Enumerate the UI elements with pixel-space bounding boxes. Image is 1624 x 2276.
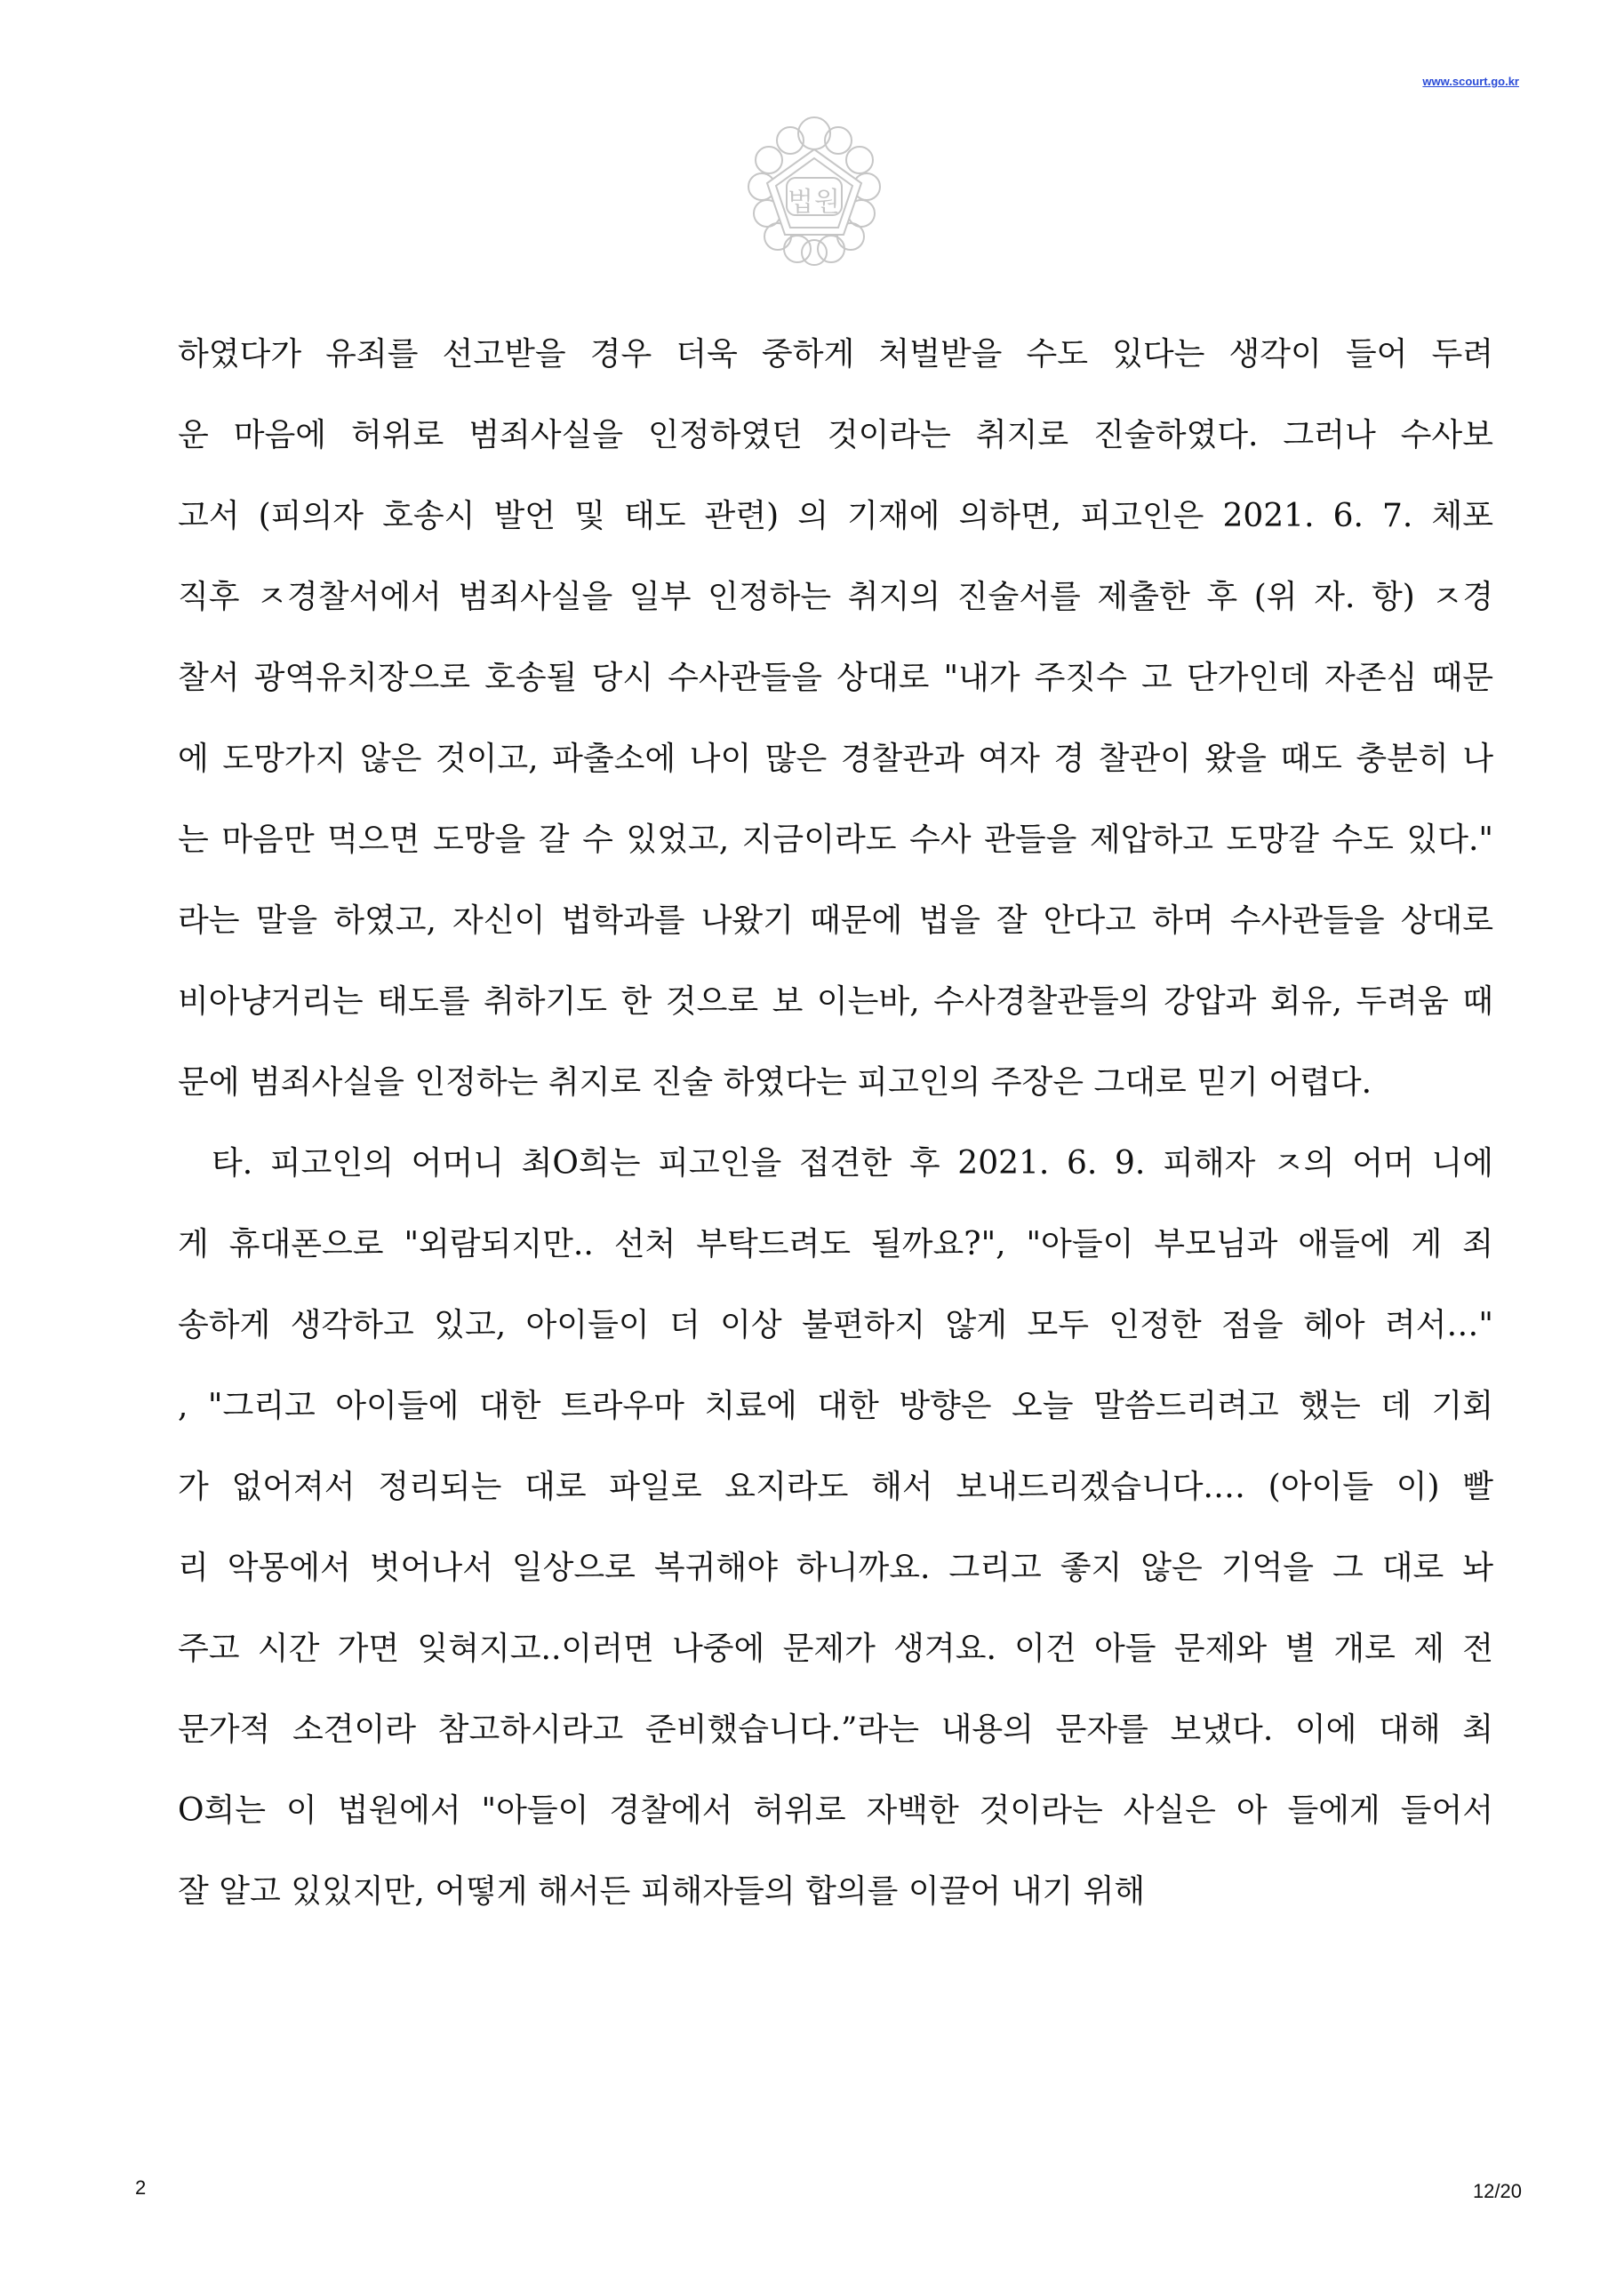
site-link[interactable]: www.scourt.go.kr: [1422, 75, 1519, 88]
body-line: 문에 범죄사실을 인정하는 취지로 진술 하였다는 피고인의 주장은 그대로 믿기 어렵다.: [178, 1064, 1372, 1101]
body-line: 타. 피고인의 어머니 최O희는 피고인을 접견한 후 2021. 6. 9. 피해자 ㅈ의 어머 니에: [212, 1145, 1493, 1182]
body-line: 라는 말을 하였고, 자신이 법학과를 나왔기 때문에 법을 잘 안다고 하며 수사관들을 상대로: [178, 902, 1493, 939]
body-line: 운 마음에 허위로 범죄사실을 인정하였던 것이라는 취지로 진술하였다. 그러나 수사보: [178, 417, 1493, 453]
body-line: , "그리고 아이들에 대한 트라우마 치료에 대한 방향은 오늘 말씀드리려고 했는 데 기회: [178, 1388, 1493, 1424]
body-line: 리 악몽에서 벗어나서 일상으로 복귀해야 하니까요. 그리고 좋지 않은 기억을 그 대로 놔: [178, 1550, 1493, 1586]
body-line: 는 마음만 먹으면 도망을 갈 수 있었고, 지금이라도 수사 관들을 제압하고 도망갈 수도 있다.": [178, 821, 1493, 858]
body-line: 찰서 광역유치장으로 호송될 당시 수사관들을 상대로 "내가 주짓수 고 단가인데 자존심 때문: [178, 660, 1493, 696]
document-body: [178, 327, 1493, 1945]
court-emblem: [746, 114, 883, 267]
body-line: 에 도망가지 않은 것이고, 파출소에 나이 많은 경찰관과 여자 경 찰관이 왔을 때도 충분히 나: [178, 741, 1493, 777]
page-number-left: 2: [135, 2176, 147, 2199]
body-line: O희는 이 법원에서 "아들이 경찰에서 허위로 자백한 것이라는 사실은 아 들에게 들어서: [178, 1792, 1493, 1829]
body-line: 송하게 생각하고 있고, 아이들이 더 이상 불편하지 않게 모두 인정한 점을 헤아 려서…": [178, 1307, 1493, 1343]
emblem-text: 법원: [788, 187, 841, 218]
emblem-label: [746, 114, 883, 267]
body-line: 비아냥거리는 태도를 취하기도 한 것으로 보 이는바, 수사경찰관들의 강압과 회유, 두려움 때: [178, 983, 1493, 1020]
body-line: 고서 (피의자 호송시 발언 및 태도 관련) 의 기재에 의하면, 피고인은 2021. 6. 7. 체포: [178, 498, 1493, 534]
body-line: 문가적 소견이라 참고하시라고 준비했습니다.”라는 내용의 문자를 보냈다. 이에 대해 최: [178, 1711, 1493, 1748]
page-number-right: 12/20: [1472, 2180, 1522, 2202]
body-line: 주고 시간 가면 잊혀지고..이러면 나중에 문제가 생겨요. 이건 아들 문제와 별 개로 제 전: [178, 1631, 1493, 1667]
body-line: 가 없어져서 정리되는 대로 파일로 요지라도 해서 보내드리겠습니다.… (아이들 이) 빨: [178, 1469, 1493, 1505]
body-line: 잘 알고 있있지만, 어떻게 해서든 피해자들의 합의를 이끌어 내기 위해: [178, 1873, 1146, 1910]
body-line: 하였다가 유죄를 선고받을 경우 더욱 중하게 처벌받을 수도 있다는 생각이 들어 두려: [178, 336, 1493, 373]
body-line: 직후 ㅈ경찰서에서 범죄사실을 일부 인정하는 취지의 진술서를 제출한 후 (위 자. 항) ㅈ경: [178, 579, 1493, 615]
body-line: 게 휴대폰으로 "외람되지만.. 선처 부탁드려도 될까요?", "아들이 부모님과 애들에 게 죄: [178, 1226, 1493, 1262]
